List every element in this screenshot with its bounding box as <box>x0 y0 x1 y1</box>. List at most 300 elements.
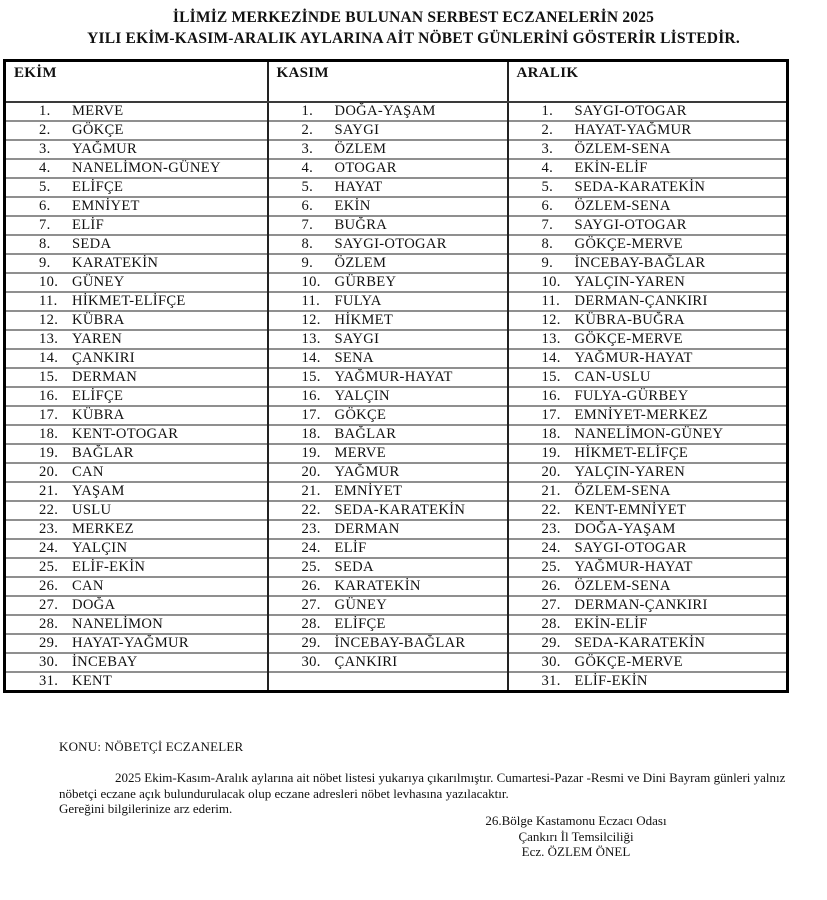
duty-day-number: 5. <box>301 179 314 195</box>
duty-cell <box>508 520 788 539</box>
duty-day-number: 18. <box>39 426 59 442</box>
duty-cell <box>268 235 508 254</box>
title-line-2: YILI EKİM-KASIM-ARALIK AYLARINA AİT NÖBET GÜNLERİNİ GÖSTERİR LİSTEDİR. <box>87 30 740 47</box>
duty-cell <box>268 102 508 121</box>
pharmacy-name: KÜBRA <box>72 407 125 423</box>
pharmacy-name: SENA <box>334 350 374 366</box>
pharmacy-name: DERMAN-ÇANKIRI <box>574 293 708 309</box>
pharmacy-name: SAYGI <box>334 331 380 347</box>
duty-row <box>5 368 788 387</box>
pharmacy-name: DOĞA <box>72 597 116 613</box>
header-row <box>5 61 788 103</box>
duty-row <box>5 254 788 273</box>
pharmacy-name: ELİF-EKİN <box>574 673 648 689</box>
duty-cell <box>508 273 788 292</box>
signature-block <box>420 813 732 860</box>
duty-cell <box>508 178 788 197</box>
duty-cell <box>508 292 788 311</box>
duty-cell <box>268 387 508 406</box>
duty-cell <box>508 444 788 463</box>
duty-cell <box>268 425 508 444</box>
pharmacy-name: BUĞRA <box>334 217 388 233</box>
duty-cell <box>5 482 268 501</box>
duty-cell <box>5 520 268 539</box>
duty-cell <box>5 539 268 558</box>
pharmacy-name: EMNİYET <box>334 483 403 499</box>
pharmacy-name: HAYAT-YAĞMUR <box>574 122 692 138</box>
duty-day-number: 25. <box>301 559 321 575</box>
duty-row <box>5 349 788 368</box>
pharmacy-name: SEDA-KARATEKİN <box>574 179 706 195</box>
pharmacy-name: YAREN <box>72 331 123 347</box>
duty-row <box>5 159 788 178</box>
duty-cell <box>268 273 508 292</box>
pharmacy-name: SEDA <box>72 236 112 252</box>
duty-cell <box>5 197 268 216</box>
duty-day-number: 22. <box>39 502 59 518</box>
duty-row <box>5 615 788 634</box>
pharmacy-name: DOĞA-YAŞAM <box>574 521 676 537</box>
duty-row <box>5 330 788 349</box>
pharmacy-name: ELİFÇE <box>334 616 386 632</box>
pharmacy-name: YAĞMUR-HAYAT <box>574 559 693 575</box>
duty-day-number: 16. <box>541 388 561 404</box>
pharmacy-name: HİKMET <box>334 312 394 328</box>
duty-cell <box>268 140 508 159</box>
duty-day-number: 28. <box>541 616 561 632</box>
duty-row <box>5 539 788 558</box>
duty-cell <box>5 330 268 349</box>
duty-cell <box>268 216 508 235</box>
duty-day-number: 19. <box>541 445 561 461</box>
duty-cell <box>5 596 268 615</box>
duty-cell <box>5 425 268 444</box>
duty-cell <box>268 501 508 520</box>
duty-day-number: 1. <box>39 103 51 119</box>
pharmacy-name: HAYAT <box>334 179 383 195</box>
duty-cell <box>508 577 788 596</box>
duty-cell <box>508 330 788 349</box>
duty-cell <box>508 254 788 273</box>
pharmacy-name: BAĞLAR <box>72 445 134 461</box>
duty-day-number: 2. <box>301 122 314 138</box>
duty-cell <box>268 311 508 330</box>
duty-day-number: 28. <box>39 616 59 632</box>
pharmacy-name: SEDA <box>334 559 374 575</box>
pharmacy-name: ÇANKIRI <box>334 654 398 670</box>
duty-day-number: 30. <box>301 654 321 670</box>
duty-day-number: 11. <box>39 293 58 309</box>
pharmacy-name: YAŞAM <box>72 483 125 499</box>
duty-cell <box>268 634 508 653</box>
pharmacy-name: GÖKÇE-MERVE <box>574 654 683 670</box>
duty-day-number: 20. <box>39 464 59 480</box>
duty-day-number: 26. <box>541 578 561 594</box>
duty-day-number: 3. <box>541 141 554 157</box>
duty-row <box>5 672 788 692</box>
duty-cell <box>268 577 508 596</box>
pharmacy-name: SAYGI-OTOGAR <box>574 217 687 233</box>
pharmacy-name: ELİF <box>334 540 367 556</box>
duty-day-number: 6. <box>301 198 314 214</box>
duty-day-number: 17. <box>39 407 59 423</box>
duty-cell <box>268 178 508 197</box>
signature-line: Ecz. ÖZLEM ÖNEL <box>521 844 631 859</box>
pharmacy-name: ELİF-EKİN <box>72 559 146 575</box>
duty-cell <box>268 444 508 463</box>
duty-day-number: 18. <box>301 426 321 442</box>
duty-cell <box>5 615 268 634</box>
pharmacy-name: DOĞA-YAŞAM <box>334 103 436 119</box>
duty-row <box>5 197 788 216</box>
duty-cell <box>508 121 788 140</box>
column-header-kasim: KASIM <box>268 61 508 103</box>
duty-cell <box>508 235 788 254</box>
duty-day-number: 14. <box>301 350 321 366</box>
pharmacy-name: KÜBRA <box>72 312 125 328</box>
duty-day-number: 18. <box>541 426 561 442</box>
duty-day-number: 15. <box>541 369 561 385</box>
duty-day-number: 10. <box>39 274 59 290</box>
duty-day-number: 7. <box>301 217 314 233</box>
duty-cell <box>5 216 268 235</box>
duty-day-number: 27. <box>39 597 59 613</box>
duty-cell <box>508 501 788 520</box>
duty-day-number: 25. <box>39 559 59 575</box>
pharmacy-name: GÖKÇE-MERVE <box>574 236 683 252</box>
duty-cell <box>268 368 508 387</box>
duty-cell <box>508 672 788 692</box>
signature-line: Çankırı İl Temsilciliği <box>518 828 634 844</box>
pharmacy-name: SAYGI-OTOGAR <box>574 103 687 119</box>
pharmacy-name: NANELİMON <box>72 616 164 632</box>
duty-row <box>5 273 788 292</box>
duty-cell <box>5 501 268 520</box>
duty-day-number: 19. <box>39 445 59 461</box>
duty-row <box>5 406 788 425</box>
duty-row <box>5 292 788 311</box>
subject-line: KONU: NÖBETÇİ ECZANELER <box>59 739 244 754</box>
duty-day-number: 29. <box>39 635 59 651</box>
pharmacy-name: MERVE <box>334 445 386 461</box>
duty-day-number: 15. <box>301 369 321 385</box>
duty-cell <box>5 368 268 387</box>
duty-day-number: 9. <box>301 255 314 271</box>
duty-row <box>5 558 788 577</box>
pharmacy-name: FULYA-GÜRBEY <box>574 388 689 404</box>
pharmacy-name: EKİN-ELİF <box>574 616 648 632</box>
duty-row <box>5 140 788 159</box>
pharmacy-name: YALÇIN-YAREN <box>574 464 686 480</box>
duty-cell <box>508 463 788 482</box>
duty-cell <box>5 254 268 273</box>
pharmacy-name: İNCEBAY-BAĞLAR <box>574 255 706 271</box>
duty-cell <box>508 634 788 653</box>
duty-day-number: 9. <box>39 255 51 271</box>
duty-row <box>5 577 788 596</box>
duty-cell <box>268 121 508 140</box>
pharmacy-name: SEDA-KARATEKİN <box>334 502 466 518</box>
pharmacy-name: GÖKÇE <box>72 122 124 138</box>
duty-day-number: 9. <box>541 255 554 271</box>
pharmacy-name: OTOGAR <box>334 160 397 176</box>
pharmacy-name: ÖZLEM-SENA <box>574 198 671 214</box>
duty-row <box>5 653 788 672</box>
duty-day-number: 30. <box>541 654 561 670</box>
pharmacy-name: YALÇIN-YAREN <box>574 274 686 290</box>
duty-day-number: 24. <box>301 540 321 556</box>
pharmacy-name: ELİFÇE <box>72 388 124 404</box>
pharmacy-name: KÜBRA-BUĞRA <box>574 312 685 328</box>
pharmacy-name: DERMAN-ÇANKIRI <box>574 597 708 613</box>
duty-cell <box>268 539 508 558</box>
pharmacy-name: FULYA <box>334 293 382 309</box>
duty-day-number: 29. <box>301 635 321 651</box>
duty-day-number: 29. <box>541 635 561 651</box>
pharmacy-name: KARATEKİN <box>334 578 421 594</box>
duty-day-number: 11. <box>541 293 561 309</box>
duty-day-number: 7. <box>541 217 554 233</box>
duty-day-number: 1. <box>541 103 554 119</box>
duty-row <box>5 425 788 444</box>
document-title <box>0 7 827 49</box>
duty-day-number: 3. <box>301 141 314 157</box>
duty-day-number: 8. <box>301 236 314 252</box>
duty-day-number: 12. <box>39 312 59 328</box>
duty-row <box>5 501 788 520</box>
pharmacy-name: CAN <box>72 578 104 594</box>
duty-row <box>5 216 788 235</box>
duty-row <box>5 634 788 653</box>
duty-day-number: 24. <box>541 540 561 556</box>
duty-cell <box>508 311 788 330</box>
duty-day-number: 15. <box>39 369 59 385</box>
duty-day-number: 8. <box>541 236 554 252</box>
duty-day-number: 25. <box>541 559 561 575</box>
pharmacy-name: KENT-EMNİYET <box>574 502 687 518</box>
duty-day-number: 4. <box>541 160 554 176</box>
duty-day-number: 27. <box>541 597 561 613</box>
pharmacy-name: HAYAT-YAĞMUR <box>72 635 189 651</box>
pharmacy-name: CAN <box>72 464 104 480</box>
pharmacy-name: ÖZLEM-SENA <box>574 141 671 157</box>
duty-day-number: 16. <box>301 388 321 404</box>
duty-cell <box>508 387 788 406</box>
pharmacy-name: USLU <box>72 502 112 518</box>
duty-cell <box>5 311 268 330</box>
duty-row <box>5 444 788 463</box>
duty-cell <box>5 235 268 254</box>
duty-row <box>5 596 788 615</box>
duty-day-number: 6. <box>541 198 554 214</box>
pharmacy-name: YALÇIN <box>334 388 390 404</box>
duty-day-number: 31. <box>39 673 59 689</box>
duty-cell <box>5 444 268 463</box>
duty-cell <box>268 159 508 178</box>
pharmacy-name: KENT <box>72 673 113 689</box>
pharmacy-name: BAĞLAR <box>334 426 397 442</box>
pharmacy-name: KENT-OTOGAR <box>72 426 179 442</box>
pharmacy-name: HİKMET-ELİFÇE <box>72 293 186 309</box>
duty-day-number: 2. <box>39 122 51 138</box>
duty-cell <box>268 672 508 692</box>
duty-day-number: 17. <box>301 407 321 423</box>
duty-cell <box>508 140 788 159</box>
duty-cell <box>508 159 788 178</box>
pharmacy-name: EKİN <box>334 198 371 214</box>
pharmacy-name: ELİF <box>72 217 105 233</box>
duty-day-number: 7. <box>39 217 51 233</box>
duty-cell <box>5 273 268 292</box>
duty-day-number: 5. <box>39 179 51 195</box>
duty-cell <box>268 596 508 615</box>
duty-row <box>5 463 788 482</box>
pharmacy-name: YAĞMUR <box>72 141 138 157</box>
pharmacy-name: MERVE <box>72 103 124 119</box>
duty-cell <box>5 178 268 197</box>
duty-day-number: 23. <box>301 521 321 537</box>
pharmacy-name: GÖKÇE <box>334 407 387 423</box>
pharmacy-name: GÜNEY <box>334 597 388 613</box>
duty-row <box>5 311 788 330</box>
duty-cell <box>268 463 508 482</box>
duty-cell <box>508 653 788 672</box>
duty-cell <box>508 539 788 558</box>
duty-day-number: 23. <box>39 521 59 537</box>
column-header-ekim: EKİM <box>5 61 268 103</box>
duty-day-number: 26. <box>39 578 59 594</box>
duty-row <box>5 387 788 406</box>
duty-row <box>5 102 788 121</box>
duty-day-number: 13. <box>541 331 561 347</box>
pharmacy-name: KARATEKİN <box>72 255 159 271</box>
duty-cell <box>508 216 788 235</box>
duty-day-number: 30. <box>39 654 59 670</box>
duty-day-number: 19. <box>301 445 321 461</box>
duty-day-number: 20. <box>301 464 321 480</box>
duty-cell <box>5 159 268 178</box>
duty-cell <box>5 121 268 140</box>
pharmacy-name: GÜRBEY <box>334 274 397 290</box>
pharmacy-name: GÜNEY <box>72 274 125 290</box>
duty-day-number: 28. <box>301 616 321 632</box>
duty-day-number: 12. <box>301 312 321 328</box>
duty-cell <box>268 615 508 634</box>
duty-day-number: 17. <box>541 407 561 423</box>
duty-cell <box>508 558 788 577</box>
duty-cell <box>5 406 268 425</box>
duty-day-number: 14. <box>541 350 561 366</box>
duty-row <box>5 235 788 254</box>
pharmacy-name: ÇANKIRI <box>72 350 135 366</box>
duty-day-number: 23. <box>541 521 561 537</box>
duty-cell <box>5 463 268 482</box>
duty-day-number: 12. <box>541 312 561 328</box>
pharmacy-name: SAYGI <box>334 122 380 138</box>
column-header-aralik: ARALIK <box>508 61 788 103</box>
duty-cell <box>5 577 268 596</box>
duty-cell <box>508 615 788 634</box>
pharmacy-name: YAĞMUR-HAYAT <box>574 350 693 366</box>
duty-cell <box>5 387 268 406</box>
duty-cell <box>508 368 788 387</box>
duty-cell <box>5 349 268 368</box>
duty-day-number: 24. <box>39 540 59 556</box>
duty-cell <box>508 102 788 121</box>
pharmacy-name: MERKEZ <box>72 521 134 537</box>
duty-day-number: 21. <box>541 483 561 499</box>
duty-cell <box>508 197 788 216</box>
duty-cell <box>508 596 788 615</box>
duty-day-number: 10. <box>541 274 561 290</box>
duty-cell <box>268 482 508 501</box>
duty-cell <box>508 406 788 425</box>
duty-day-number: 2. <box>541 122 554 138</box>
duty-day-number: 10. <box>301 274 321 290</box>
duty-day-number: 4. <box>39 160 51 176</box>
duty-cell <box>5 102 268 121</box>
pharmacy-name: DERMAN <box>72 369 138 385</box>
duty-cell <box>268 292 508 311</box>
duty-day-number: 1. <box>301 103 314 119</box>
pharmacy-name: YAĞMUR-HAYAT <box>334 369 453 385</box>
pharmacy-name: EKİN-ELİF <box>574 160 648 176</box>
duty-day-number: 5. <box>541 179 554 195</box>
duty-row <box>5 482 788 501</box>
pharmacy-name: HİKMET-ELİFÇE <box>574 445 689 461</box>
body-line: Gereğini bilgilerinize arz ederim. <box>59 801 233 816</box>
duty-cell <box>5 634 268 653</box>
duty-day-number: 21. <box>301 483 321 499</box>
pharmacy-name: SAYGI-OTOGAR <box>334 236 447 252</box>
pharmacy-name: EMNİYET-MERKEZ <box>574 407 708 423</box>
duty-day-number: 13. <box>301 331 321 347</box>
duty-day-number: 31. <box>541 673 561 689</box>
duty-cell <box>5 672 268 692</box>
duty-cell <box>268 406 508 425</box>
duty-row <box>5 121 788 140</box>
duty-cell <box>268 558 508 577</box>
duty-day-number: 26. <box>301 578 321 594</box>
duty-day-number: 8. <box>39 236 51 252</box>
pharmacy-name: CAN-USLU <box>574 369 651 385</box>
title-line-1: İLİMİZ MERKEZİNDE BULUNAN SERBEST ECZANELERİN 2025 <box>172 9 655 26</box>
pharmacy-name: SEDA-KARATEKİN <box>574 635 706 651</box>
duty-day-number: 20. <box>541 464 561 480</box>
duty-row <box>5 178 788 197</box>
duty-cell <box>268 330 508 349</box>
duty-day-number: 6. <box>39 198 51 214</box>
duty-day-number: 27. <box>301 597 321 613</box>
pharmacy-name: İNCEBAY-BAĞLAR <box>334 635 466 651</box>
pharmacy-name: DERMAN <box>334 521 400 537</box>
duty-day-number: 11. <box>301 293 321 309</box>
duty-cell <box>508 425 788 444</box>
pharmacy-name: EMNİYET <box>72 198 140 214</box>
pharmacy-name: SAYGI-OTOGAR <box>574 540 687 556</box>
duty-cell <box>268 520 508 539</box>
pharmacy-name: YAĞMUR <box>334 464 400 480</box>
duty-cell <box>5 292 268 311</box>
duty-table <box>3 59 789 693</box>
duty-day-number: 3. <box>39 141 51 157</box>
duty-cell <box>268 653 508 672</box>
duty-cell <box>268 349 508 368</box>
pharmacy-name: NANELİMON-GÜNEY <box>574 426 724 442</box>
duty-day-number: 13. <box>39 331 59 347</box>
duty-day-number: 21. <box>39 483 59 499</box>
duty-day-number: 4. <box>301 160 314 176</box>
